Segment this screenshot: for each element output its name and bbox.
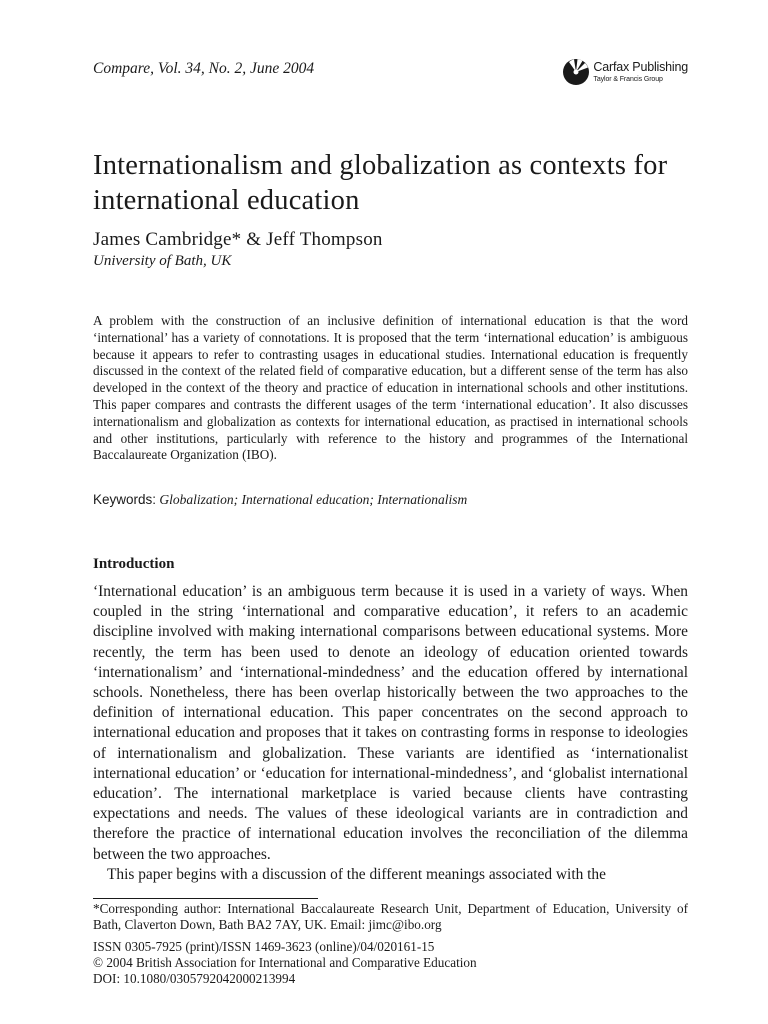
- page-header: [93, 58, 688, 98]
- publisher-name: Carfax Publishing: [593, 60, 688, 75]
- journal-citation: Compare, Vol. 34, No. 2, June 2004: [93, 60, 315, 77]
- copyright-line: © 2004 British Association for International and Comparative Education: [93, 955, 477, 970]
- article-authors: James Cambridge* & Jeff Thompson: [93, 229, 383, 250]
- article-title: Internationalism and globalization as contexts for international education: [93, 150, 668, 216]
- doi-line: DOI: 10.1080/0305792042000213994: [93, 971, 296, 986]
- keywords: [93, 492, 467, 508]
- keywords-label: Keywords:: [93, 492, 157, 507]
- footnote-divider: [93, 898, 318, 899]
- issn-line: ISSN 0305-7925 (print)/ISSN 1469-3623 (online)/04/020161-15: [93, 939, 435, 954]
- body-paragraph-2: This paper begins with a discussion of the different meanings associated with the: [107, 865, 606, 883]
- keywords-list: Globalization; International education; Internationalism: [159, 492, 468, 507]
- publication-info: [93, 939, 477, 987]
- section-heading-introduction: Introduction: [93, 556, 175, 572]
- body-paragraph-1: ‘International education’ is an ambiguous term because it is used in a variety of ways. When coupled in the string ‘international and comparative education’, it refers to an academic discipline involved with making international comparisons between educational systems. More recently, the term has been used to denote an ideology of education oriented towards ‘internationalism’ and ‘international-mindedness’ and the education offered by international schools. Nonetheless, there has been overlap historically between the two approaches to the definition of international education. This paper concentrates on the second approach to international education and proposes that it takes on contrasting forms in response to ideologies of internationalism and globalization. These variants are identified as ‘internationalist international education’ or ‘education for international-mindedness’, and ‘globalist international education’. The international marketplace is varied because clients have contrasting expectations and needs. The values of these ideological variants are in contradiction and therefore the practice of international education involves the reconciliation of the dilemma between the two approaches.: [93, 583, 688, 863]
- corresponding-author-footnote: *Corresponding author: International Baccalaureate Research Unit, Department of Education, University of Bath, Claverton Down, Bath BA2 7AY, UK. Email: jimc@ibo.org: [93, 901, 688, 932]
- publisher-logo: [562, 58, 688, 86]
- abstract: A problem with the construction of an inclusive definition of international education is that the word ‘international’ has a variety of connotations. It is proposed that the term ‘international education’ is ambiguous because it appears to refer to contrasting usages in educational studies. International education is frequently discussed in the context of the related field of comparative education, but a different sense of the term has also developed in the context of the theory and practice of education in international schools and other institutions. This paper compares and contrasts the different usages of the term ‘international education’. It also discusses internationalism and globalization as contexts for international education, as practised in international schools and other institutions, particularly with reference to the history and programmes of the International Baccalaureate Organization (IBO).: [93, 313, 688, 463]
- publisher-group: Taylor & Francis Group: [593, 75, 663, 83]
- carfax-logo-icon: [562, 58, 590, 86]
- author-affiliation: University of Bath, UK: [93, 253, 232, 269]
- body-text: [93, 582, 688, 885]
